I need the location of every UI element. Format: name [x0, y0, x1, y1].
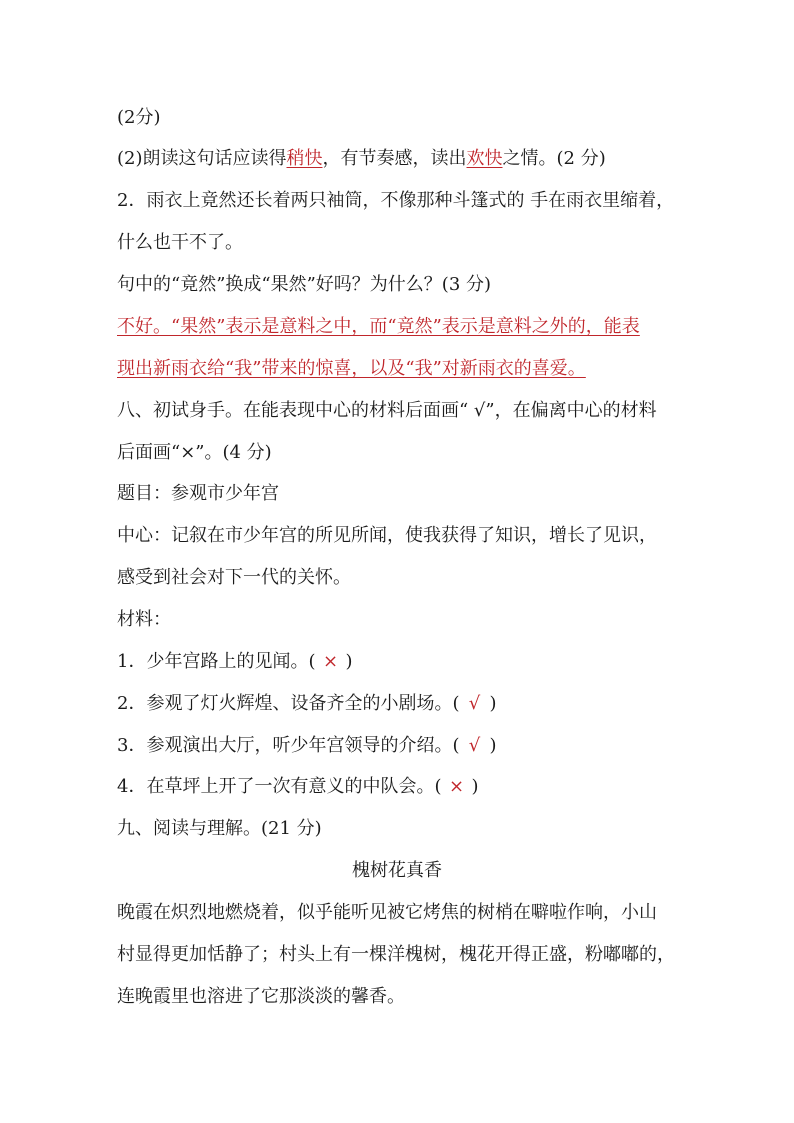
answer-underlined: 稍快 [286, 148, 323, 169]
section-heading: 八、初试身手。在能表现中心的材料后面画“ √”，在偏离中心的材料 [117, 400, 657, 421]
text-segment: ，有节奏感，读出 [322, 148, 467, 169]
material-close: ) [345, 651, 353, 672]
material-item [117, 650, 353, 674]
passage-line: 晚霞在炽烈地燃烧着，似乎能听见被它烤焦的树梢在噼啦作响，小山 [117, 902, 657, 923]
text-segment: 之情。(2 分) [502, 148, 606, 169]
passage-line: 村显得更加恬静了；村头上有一棵洋槐树，槐花开得正盛，粉嘟嘟的， [117, 944, 675, 965]
cross-mark: × [448, 776, 465, 797]
material-item [117, 734, 497, 758]
text-line: (2分) [117, 107, 161, 128]
check-mark: √ [468, 693, 481, 714]
text-line: 材料： [117, 609, 171, 630]
answer-line: 不好。“果然”表示是意料之中，而“竟然”表示是意料之外的，能表 [117, 316, 640, 337]
check-mark: √ [468, 735, 481, 756]
text-line: 中心：记叙在市少年宫的所见所闻，使我获得了知识，增长了见识， [117, 525, 657, 546]
passage-title: 槐树花真香 [352, 860, 442, 881]
material-text: 1．少年宫路上的见闻。( [117, 651, 316, 672]
material-text: 4．在草坪上开了一次有意义的中队会。( [117, 776, 442, 797]
text-line [117, 147, 606, 171]
passage-line: 连晚霞里也溶进了它那淡淡的馨香。 [117, 986, 405, 1007]
answer-underlined: 欢快 [466, 148, 503, 169]
question-line: 句中的“竟然”换成“果然”好吗？为什么？(3 分) [117, 274, 492, 295]
cross-mark: × [322, 651, 339, 672]
text-line: 题目：参观市少年宫 [117, 483, 279, 504]
material-close: ) [471, 776, 479, 797]
question-line: 什么也干不了。 [117, 232, 243, 253]
material-close: ) [489, 693, 497, 714]
material-text: 3．参观演出大厅，听少年宫领导的介绍。( [117, 735, 460, 756]
material-item [117, 692, 497, 716]
answer-line: 现出新雨衣给“我”带来的惊喜，以及“我”对新雨衣的喜爱。 [117, 358, 586, 379]
material-close: ) [489, 735, 497, 756]
section-heading: 后面画“×”。(4 分) [117, 442, 272, 463]
section-heading: 九、阅读与理解。(21 分) [117, 818, 322, 839]
text-segment: (2)朗读这句话应读得 [117, 148, 287, 169]
material-item [117, 775, 479, 799]
material-text: 2．参观了灯火辉煌、设备齐全的小剧场。( [117, 693, 460, 714]
text-line: 感受到社会对下一代的关怀。 [117, 567, 351, 588]
question-line: 2．雨衣上竟然还长着两只袖筒，不像那种斗篷式的 手在雨衣里缩着， [117, 190, 675, 211]
